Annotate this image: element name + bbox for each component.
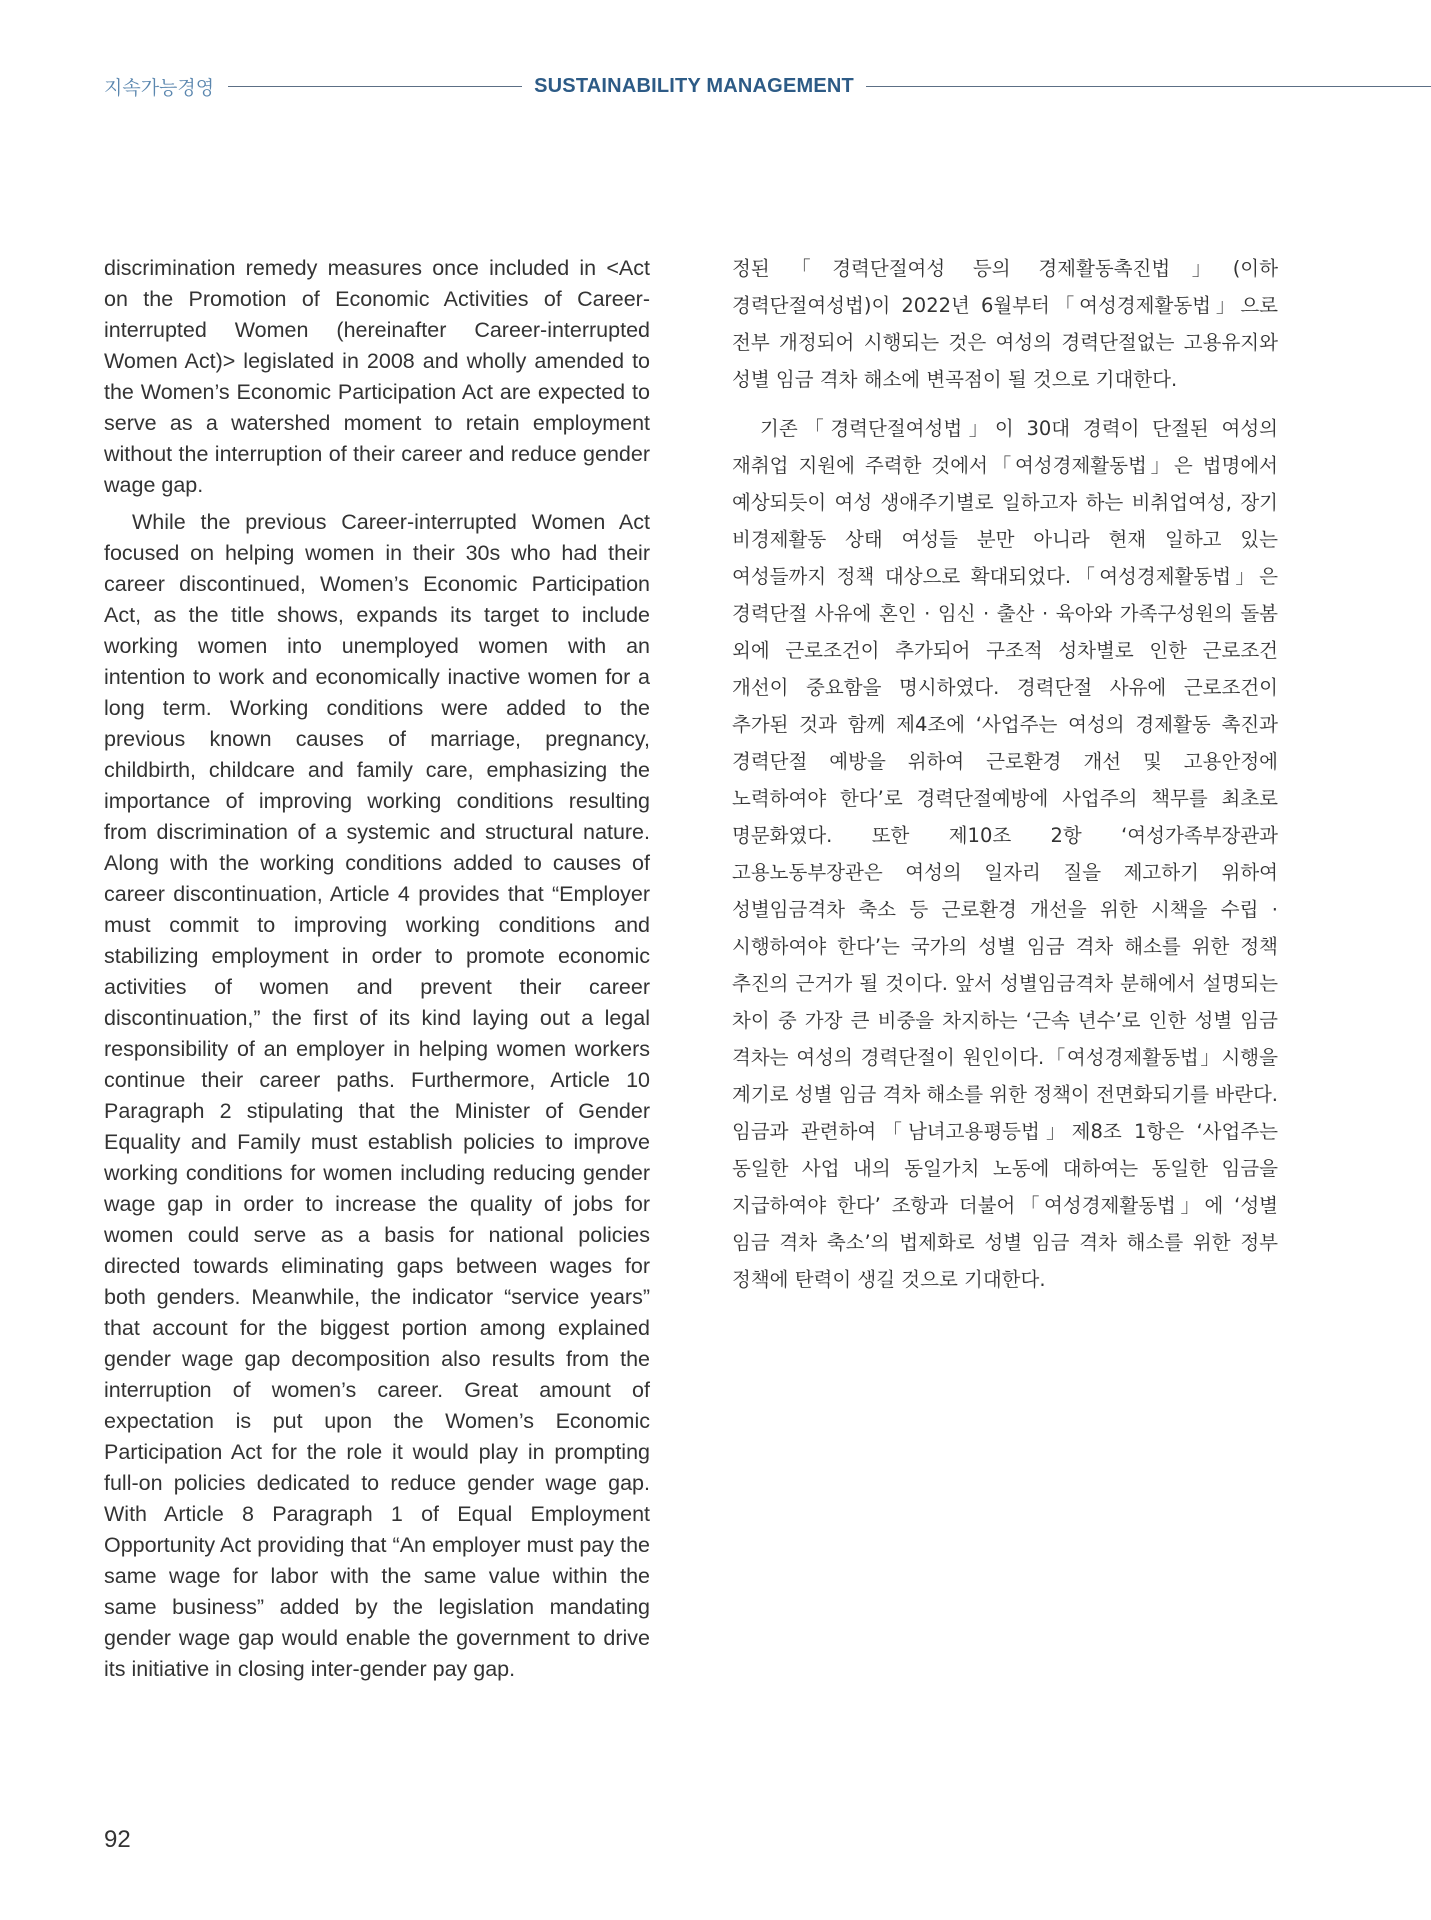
section-title-korean: 지속가능경영 [104, 76, 215, 99]
english-text-column [104, 253, 650, 1685]
section-title-english: SUSTAINABILITY MANAGEMENT [534, 74, 854, 97]
english-paragraph-2: While the previous Career-interrupted Women Act focused on helping women in their 30s who had their career discontinued, Women’s Economic Participation Act, as the title shows, expands its target to include working women into unemployed women with an intention to work and economically inactive women for a long term. Working conditions were added to the previous known causes of marriage, pregnancy, childbirth, childcare and family care, emphasizing the importance of improving working conditions resulting from discrimination of a systemic and structural nature. Along with the working conditions added to causes of career discontinuation, Article 4 provides that “Employer must commit to improving working conditions and stabilizing employment in order to promote economic activities of women and prevent their career discontinuation,” the first of its kind laying out a legal responsibility of an employer in helping women workers continue their career paths. Furthermore, Article 10 Paragraph 2 stipulating that the Minister of Gender Equality and Family must establish policies to improve working conditions for women including reducing gender wage gap in order to increase the quality of jobs for women could serve as a basis for national policies directed towards eliminating gaps between wages for both genders. Meanwhile, the indicator “service years” that account for the biggest portion among explained gender wage gap decomposition also results from the interruption of women’s career. Great amount of expectation is put upon the Women’s Economic Participation Act for the role it would play in prompting full-on policies dedicated to reduce gender wage gap. With Article 8 Paragraph 1 of Equal Employment Opportunity Act providing that “An employer must pay the same wage for labor with the same value within the same business” added by the legislation mandating gender wage gap would enable the government to drive its initiative in closing inter-gender pay gap. [104, 510, 650, 1681]
header-divider-left [228, 86, 522, 87]
korean-text-column [732, 250, 1278, 1298]
running-header [104, 72, 1431, 100]
korean-paragraph-1: 정된「경력단절여성 등의 경제활동촉진법」(이하 경력단절여성법)이 2022년 6월부터「여성경제활동법」으로 전부 개정되어 시행되는 것은 여성의 경력단절없는 고용유지와 성별 임금 격차 해소에 변곡점이 될 것으로 기대한다. [732, 257, 1278, 391]
korean-paragraph-2: 기존「경력단절여성법」이 30대 경력이 단절된 여성의 재취업 지원에 주력한 것에서「여성경제활동법」은 법명에서 예상되듯이 여성 생애주기별로 일하고자 하는 비취업여성, 장기 비경제활동 상태 여성들 분만 아니라 현재 일하고 있는 여성들까지 정책 대상으로 확대되었다.「여성경제활동법」은 경력단절 사유에 혼인 · 임신 · 출산 · 육아와 가족구성원의 돌봄 외에 근로조건이 추가되어 구조적 성차별로 인한 근로조건 개선이 중요함을 명시하였다. 경력단절 사유에 근로조건이 추가된 것과 함께 제4조에 ‘사업주는 여성의 경제활동 촉진과 경력단절 예방을 위하여 근로환경 개선 및 고용안정에 노력하여야 한다’로 경력단절예방에 사업주의 책무를 최초로 명문화였다. 또한 제10조 2항 ‘여성가족부장관과 고용노동부장관은 여성의 일자리 질을 제고하기 위하여 성별임금격차 축소 등 근로환경 개선을 위한 시책을 수립 · 시행하여야 한다’는 국가의 성별 임금 격차 해소를 위한 정책 추진의 근거가 될 것이다. 앞서 성별임금격차 분해에서 설명되는 차이 중 가장 큰 비중을 차지하는 ‘근속 년수’로 인한 성별 임금 격차는 여성의 경력단절이 원인이다.「여성경제활동법」시행을 계기로 성별 임금 격차 해소를 위한 정책이 전면화되기를 바란다. 임금과 관련하여「남녀고용평등법」제8조 1항은 ‘사업주는 동일한 사업 내의 동일가치 노동에 대하여는 동일한 임금을 지급하여야 한다’ 조항과 더불어「여성경제활동법」에 ‘성별 임금 격차 축소’의 법제화로 성별 임금 격차 해소를 위한 정부 정책에 탄력이 생길 것으로 기대한다. [732, 417, 1278, 1291]
header-divider-right [866, 86, 1431, 87]
english-paragraph-1: discrimination remedy measures once included in <Act on the Promotion of Economic Activities of Career-interrupted Women (hereinafter Career-interrupted Women Act)> legislated in 2008 and wholly amended to the Women’s Economic Participation Act are expected to serve as a watershed moment to retain employment without the interruption of their career and reduce gender wage gap. [104, 256, 650, 497]
page-number: 92 [104, 1826, 131, 1853]
